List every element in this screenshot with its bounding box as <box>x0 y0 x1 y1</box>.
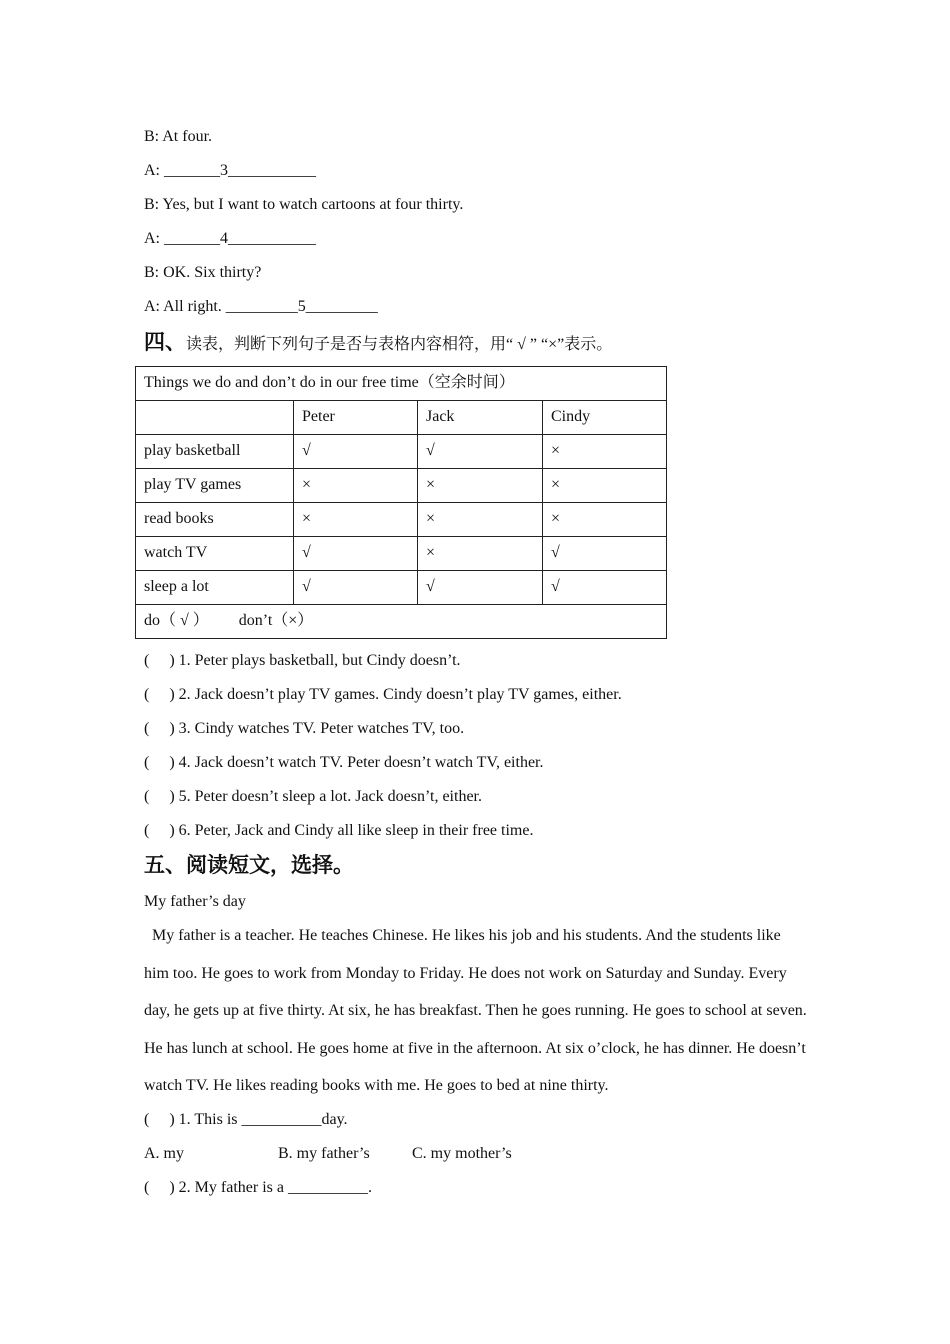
table-cell: × <box>418 469 543 503</box>
table-cell: √ <box>418 435 543 469</box>
table-cell: read books <box>136 503 294 537</box>
table-cell: sleep a lot <box>136 571 294 605</box>
judge-question-5: ( ) 5. Peter doesn’t sleep a lot. Jack doesn’t, either. <box>144 788 482 805</box>
section4-instruction: 读表，判断下列句子是否与表格内容相符，用“ √ ” “×”表示。 <box>186 336 613 353</box>
table-header-cell: Jack <box>418 401 543 435</box>
dialogue-line-5: B: OK. Six thirty? <box>144 264 262 281</box>
passage-title: My father’s day <box>144 893 246 910</box>
dialogue-line-1: B: At four. <box>144 128 213 145</box>
judge-question-1: ( ) 1. Peter plays basketball, but Cindy doesn’t. <box>144 652 461 669</box>
judge-question-2: ( ) 2. Jack doesn’t play TV games. Cindy doesn’t play TV games, either. <box>144 686 622 703</box>
table-cell: √ <box>418 571 543 605</box>
table-cell: √ <box>543 537 667 571</box>
judge-question-4: ( ) 4. Jack doesn’t watch TV. Peter doesn’t watch TV, either. <box>144 754 544 771</box>
table-cell: × <box>543 469 667 503</box>
table-cell: √ <box>543 571 667 605</box>
table-cell: √ <box>294 435 418 469</box>
option-a: A. my <box>144 1145 184 1162</box>
option-b: B. my father’s <box>278 1145 370 1162</box>
table-cell: × <box>543 435 667 469</box>
table-cell: play basketball <box>136 435 294 469</box>
judge-question-6: ( ) 6. Peter, Jack and Cindy all like sleep in their free time. <box>144 822 534 839</box>
table-row <box>136 537 667 571</box>
table-cell: × <box>294 469 418 503</box>
table-cell: × <box>418 503 543 537</box>
section4-number: 四、 <box>144 330 186 354</box>
table-header-cell: Cindy <box>543 401 667 435</box>
table-caption: Things we do and don’t do in our free time（空余时间） <box>136 367 667 401</box>
table-legend-row <box>136 605 667 639</box>
table-header-cell <box>136 401 294 435</box>
section4-heading <box>144 329 612 358</box>
table-legend <box>136 605 667 639</box>
table-row <box>136 469 667 503</box>
table-row <box>136 503 667 537</box>
section5-heading: 五、阅读短文，选择。 <box>144 853 354 877</box>
dialogue-line-3: B: Yes, but I want to watch cartoons at four thirty. <box>144 196 464 213</box>
table-cell: play TV games <box>136 469 294 503</box>
table-header-row <box>136 401 667 435</box>
table-cell: watch TV <box>136 537 294 571</box>
option-c: C. my mother’s <box>412 1145 512 1162</box>
judge-question-3: ( ) 3. Cindy watches TV. Peter watches TV, too. <box>144 720 465 737</box>
table-cell: × <box>543 503 667 537</box>
table-header-cell: Peter <box>294 401 418 435</box>
legend-do: do（ √ ） <box>144 612 209 629</box>
dialogue-line-6: A: All right. _________5_________ <box>144 298 378 315</box>
reading-question-2: ( ) 2. My father is a __________. <box>144 1179 372 1196</box>
legend-dont: don’t（×） <box>238 612 314 629</box>
table-row <box>136 435 667 469</box>
table-row <box>136 571 667 605</box>
dialogue-line-2: A: _______3___________ <box>144 162 316 179</box>
table-cell: √ <box>294 537 418 571</box>
reading-question-1: ( ) 1. This is __________day. <box>144 1111 348 1128</box>
reading-passage: My father is a teacher. He teaches Chinese. He likes his job and his students. And the students like him too. He goes to work from Monday to Friday. He does not work on Saturday and Sunday. Every day, he gets up at five thirty. At six, he has breakfast. Then he goes running. He goes to school at seven. He has lunch at school. He goes home at five in the afternoon. At six o’clock, he has dinner. He doesn’t watch TV. He likes reading books with me. He goes to bed at nine thirty. <box>144 927 807 1094</box>
table-cell: × <box>418 537 543 571</box>
table-cell: √ <box>294 571 418 605</box>
free-time-table <box>135 366 667 639</box>
dialogue-line-4: A: _______4___________ <box>144 230 316 247</box>
table-cell: × <box>294 503 418 537</box>
